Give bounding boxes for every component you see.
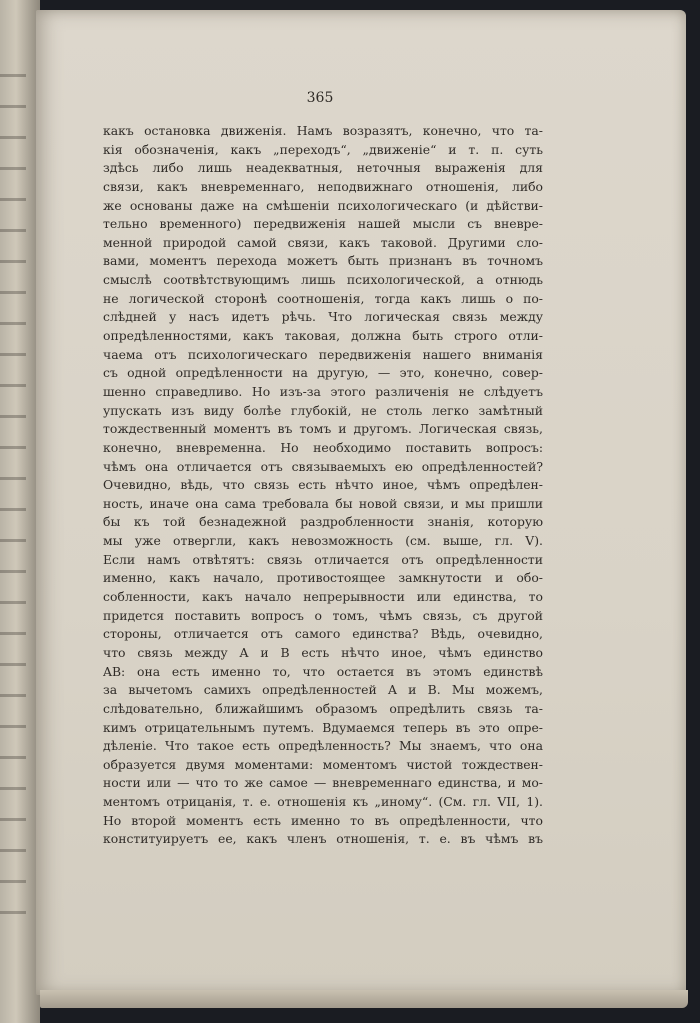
text-line: связи, какъ вневременнаго, неподвижнаго отношенія, либо <box>103 178 543 194</box>
text-line: вами, моментъ перехода можетъ быть признанъ въ точномъ <box>103 253 543 269</box>
facing-page-edge <box>0 0 40 1023</box>
text-line: придется поставить вопросъ о томъ, чѣмъ связь, съ другой <box>103 607 543 623</box>
text-line: ности или — что то же самое — вневременнаго единства, и мо- <box>103 775 543 791</box>
text-line: кія обозначенія, какъ „переходъ“, „движеніе“ и т. п. суть <box>103 141 543 157</box>
text-line: слѣдовательно, ближайшимъ образомъ опредѣлить связь та- <box>103 700 543 716</box>
text-line: Но второй моментъ есть именно то въ опредѣленности, что <box>103 812 543 828</box>
text-line: стороны, отличается отъ самого единства? Вѣдь, очевидно, <box>103 626 543 642</box>
text-line: съ одной опредѣленности на другую, — это, конечно, совер- <box>103 365 543 381</box>
text-line: бы къ той безнадежной раздробленности знанія, которую <box>103 514 543 530</box>
text-line: ментомъ отрицанія, т. е. отношенія къ „иному“. (См. гл. VII, 1). <box>103 794 543 810</box>
text-line: конституируетъ ее, какъ членъ отношенія, т. е. въ чѣмъ въ <box>103 831 543 847</box>
text-line: образуется двумя моментами: моментомъ чистой тождествен- <box>103 756 543 772</box>
text-line: ность, иначе она сама требовала бы новой связи, и мы пришли <box>103 495 543 511</box>
text-line: же основаны даже на смѣшеніи психологическаго (и дѣйстви- <box>103 197 543 213</box>
text-line: именно, какъ начало, противостоящее замкнутости и обо- <box>103 570 543 586</box>
text-line: мы уже отвергли, какъ невозможность (см. выше, гл. V). <box>103 533 543 549</box>
text-line: какъ остановка движенія. Намъ возразятъ, конечно, что та- <box>103 123 543 138</box>
text-line: собленности, какъ начало непрерывности или единства, то <box>103 589 543 605</box>
facing-page-text-fragments <box>0 60 26 940</box>
text-line: Если намъ отвѣтятъ: связь отличается отъ опредѣленности <box>103 551 543 567</box>
text-line: чѣмъ она отличается отъ связываемыхъ ею опредѣленностей? <box>103 458 543 474</box>
text-line: упускать изъ виду болѣе глубокій, не столь легко замѣтный <box>103 402 543 418</box>
text-line: слѣдней у насъ идетъ рѣчь. Что логическая связь между <box>103 309 543 325</box>
text-line: кимъ отрицательнымъ путемъ. Вдумаемся теперь въ это опре- <box>103 719 543 735</box>
text-line: чаема отъ психологическаго передвиженія нашего вниманія <box>103 346 543 362</box>
text-line: опредѣленностями, какъ таковая, должна быть строго отли- <box>103 328 543 344</box>
text-line: шенно справедливо. Но изъ-за этого различенія не слѣдуетъ <box>103 383 543 399</box>
text-line: здѣсь либо лишь неадекватныя, неточныя выраженія для <box>103 160 543 176</box>
page-number: 365 <box>306 90 334 106</box>
text-line: конечно, вневременна. Но необходимо поставить вопросъ: <box>103 439 543 455</box>
text-line: не логической сторонѣ соотношенія, тогда какъ лишь о по- <box>103 290 543 306</box>
text-line: смыслѣ соотвѣтствующимъ лишь психологической, а отнюдь <box>103 272 543 288</box>
text-line: менной природой самой связи, какъ таковой. Другими сло- <box>103 234 543 250</box>
text-line: что связь между A и B есть нѣчто иное, чѣмъ единство <box>103 644 543 660</box>
text-line: Очевидно, вѣдь, что связь есть нѣчто иное, чѣмъ опредѣлен- <box>103 477 543 493</box>
body-text <box>103 122 543 849</box>
text-line: тождественный моментъ въ томъ и другомъ. Логическая связь, <box>103 421 543 437</box>
text-line: AB: она есть именно то, что остается въ этомъ единствѣ <box>103 663 543 679</box>
text-line: дѣленіе. Что такое есть опредѣленность? Мы знаемъ, что она <box>103 738 543 754</box>
text-line: за вычетомъ самихъ опредѣленностей A и B. Мы можемъ, <box>103 682 543 698</box>
text-line: тельно временного) передвиженія нашей мысли съ вневре- <box>103 216 543 232</box>
page-stack-edge <box>40 990 688 1008</box>
